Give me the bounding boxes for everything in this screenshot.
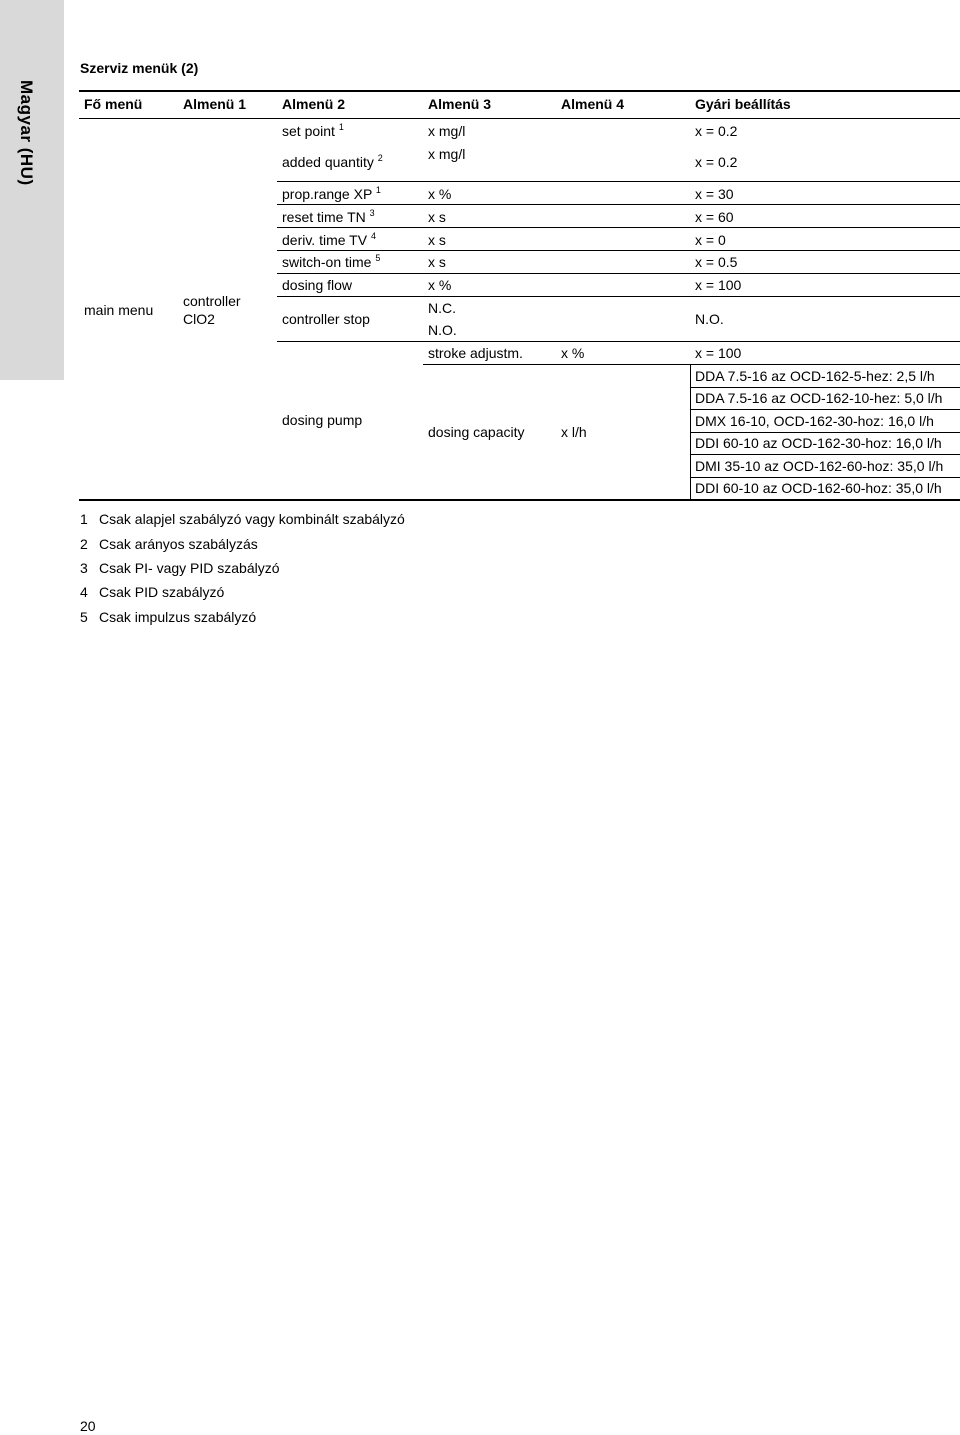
capacity-value: DDA 7.5-16 az OCD-162-5-hez: 2,5 l/h bbox=[695, 368, 935, 384]
row-rule bbox=[277, 227, 960, 228]
capacity-value: DDI 60-10 az OCD-162-30-hoz: 16,0 l/h bbox=[695, 435, 942, 451]
row-rule bbox=[277, 250, 960, 251]
header-rule bbox=[79, 118, 960, 119]
table-top-rule bbox=[79, 90, 960, 92]
footnote: 3 Csak PI- vagy PID szabályzó bbox=[80, 560, 280, 576]
header-almenu-3: Almenü 3 bbox=[428, 96, 492, 112]
row-rule bbox=[277, 273, 960, 274]
header-almenu-1: Almenü 1 bbox=[183, 96, 247, 112]
controller-stop-label: controller stop bbox=[282, 311, 370, 327]
dosing-capacity-label: dosing capacity bbox=[428, 424, 525, 440]
header-almenu-2: Almenü 2 bbox=[282, 96, 346, 112]
language-side-tab bbox=[0, 0, 64, 380]
row-almenu3: x s bbox=[428, 254, 446, 270]
row-almenu3: x s bbox=[428, 209, 446, 225]
row-label: prop.range XP $^1$ bbox=[282, 185, 381, 202]
header-almenu-4: Almenü 4 bbox=[561, 96, 625, 112]
footnote: 5 Csak impulzus szabályzó bbox=[80, 609, 257, 625]
capacity-rule bbox=[690, 477, 960, 478]
capacity-rule bbox=[690, 387, 960, 388]
almenu1-line2: ClO2 bbox=[183, 311, 215, 327]
dosing-capacity-unit: x l/h bbox=[561, 424, 587, 440]
capacity-value: DMI 35-10 az OCD-162-60-hoz: 35,0 l/h bbox=[695, 458, 944, 474]
row-almenu3: x s bbox=[428, 232, 446, 248]
capacity-rule bbox=[690, 409, 960, 410]
row-rule bbox=[277, 341, 960, 342]
header-gyari-beallitas: Gyári beállítás bbox=[695, 96, 791, 112]
table-bottom-rule bbox=[79, 499, 960, 501]
footnote: 4 Csak PID szabályzó bbox=[80, 584, 225, 600]
capacity-rule bbox=[690, 432, 960, 433]
row-label: dosing flow bbox=[282, 277, 353, 293]
main-menu-cell: main menu bbox=[84, 302, 154, 318]
capacity-value: DMX 16-10, OCD-162-30-hoz: 16,0 l/h bbox=[695, 413, 934, 429]
language-tab-label: Magyar (HU) bbox=[17, 80, 36, 186]
footnote: 2 Csak arányos szabályzás bbox=[80, 536, 258, 552]
row-rule bbox=[423, 364, 960, 365]
controller-stop-option-nc: N.C. bbox=[428, 300, 456, 316]
capacity-rule bbox=[690, 454, 960, 455]
row-default: x = 0.2 bbox=[695, 154, 738, 170]
controller-stop-default: N.O. bbox=[695, 311, 724, 327]
stroke-adjust-label: stroke adjustm. bbox=[428, 345, 523, 361]
row-rule bbox=[277, 296, 960, 297]
row-almenu3: x mg/l bbox=[428, 123, 466, 139]
header-fo-menu: Fő menü bbox=[84, 96, 143, 112]
row-default: x = 30 bbox=[695, 186, 734, 202]
footnote: 1 Csak alapjel szabályzó vagy kombinált szabályzó bbox=[80, 511, 405, 527]
controller-stop-option-no: N.O. bbox=[428, 322, 457, 338]
row-label: reset time TN $^3$ bbox=[282, 208, 375, 225]
capacity-value: DDA 7.5-16 az OCD-162-10-hez: 5,0 l/h bbox=[695, 390, 943, 406]
dosing-pump-label: dosing pump bbox=[282, 412, 363, 428]
row-default: x = 0.5 bbox=[695, 254, 738, 270]
stroke-adjust-unit: x % bbox=[561, 345, 585, 361]
almenu1-line1: controller bbox=[183, 293, 241, 309]
row-label: deriv. time TV $^4$ bbox=[282, 231, 376, 248]
page-number: 20 bbox=[80, 1418, 96, 1434]
row-default: x = 60 bbox=[695, 209, 734, 225]
stroke-adjust-default: x = 100 bbox=[695, 345, 742, 361]
capacity-divider bbox=[690, 364, 691, 499]
capacity-value: DDI 60-10 az OCD-162-60-hoz: 35,0 l/h bbox=[695, 480, 942, 496]
row-almenu3: x % bbox=[428, 186, 452, 202]
row-rule bbox=[277, 204, 960, 205]
row-rule bbox=[277, 181, 960, 182]
row-default: x = 0 bbox=[695, 232, 726, 248]
row-label: switch-on time $^5$ bbox=[282, 253, 381, 270]
row-almenu3: x mg/l bbox=[428, 146, 466, 162]
row-label: added quantity $^2$ bbox=[282, 153, 383, 170]
page-title: Szerviz menük (2) bbox=[80, 60, 199, 76]
row-almenu3: x % bbox=[428, 277, 452, 293]
row-default: x = 0.2 bbox=[695, 123, 738, 139]
row-default: x = 100 bbox=[695, 277, 742, 293]
row-label: set point $^1$ bbox=[282, 122, 344, 139]
